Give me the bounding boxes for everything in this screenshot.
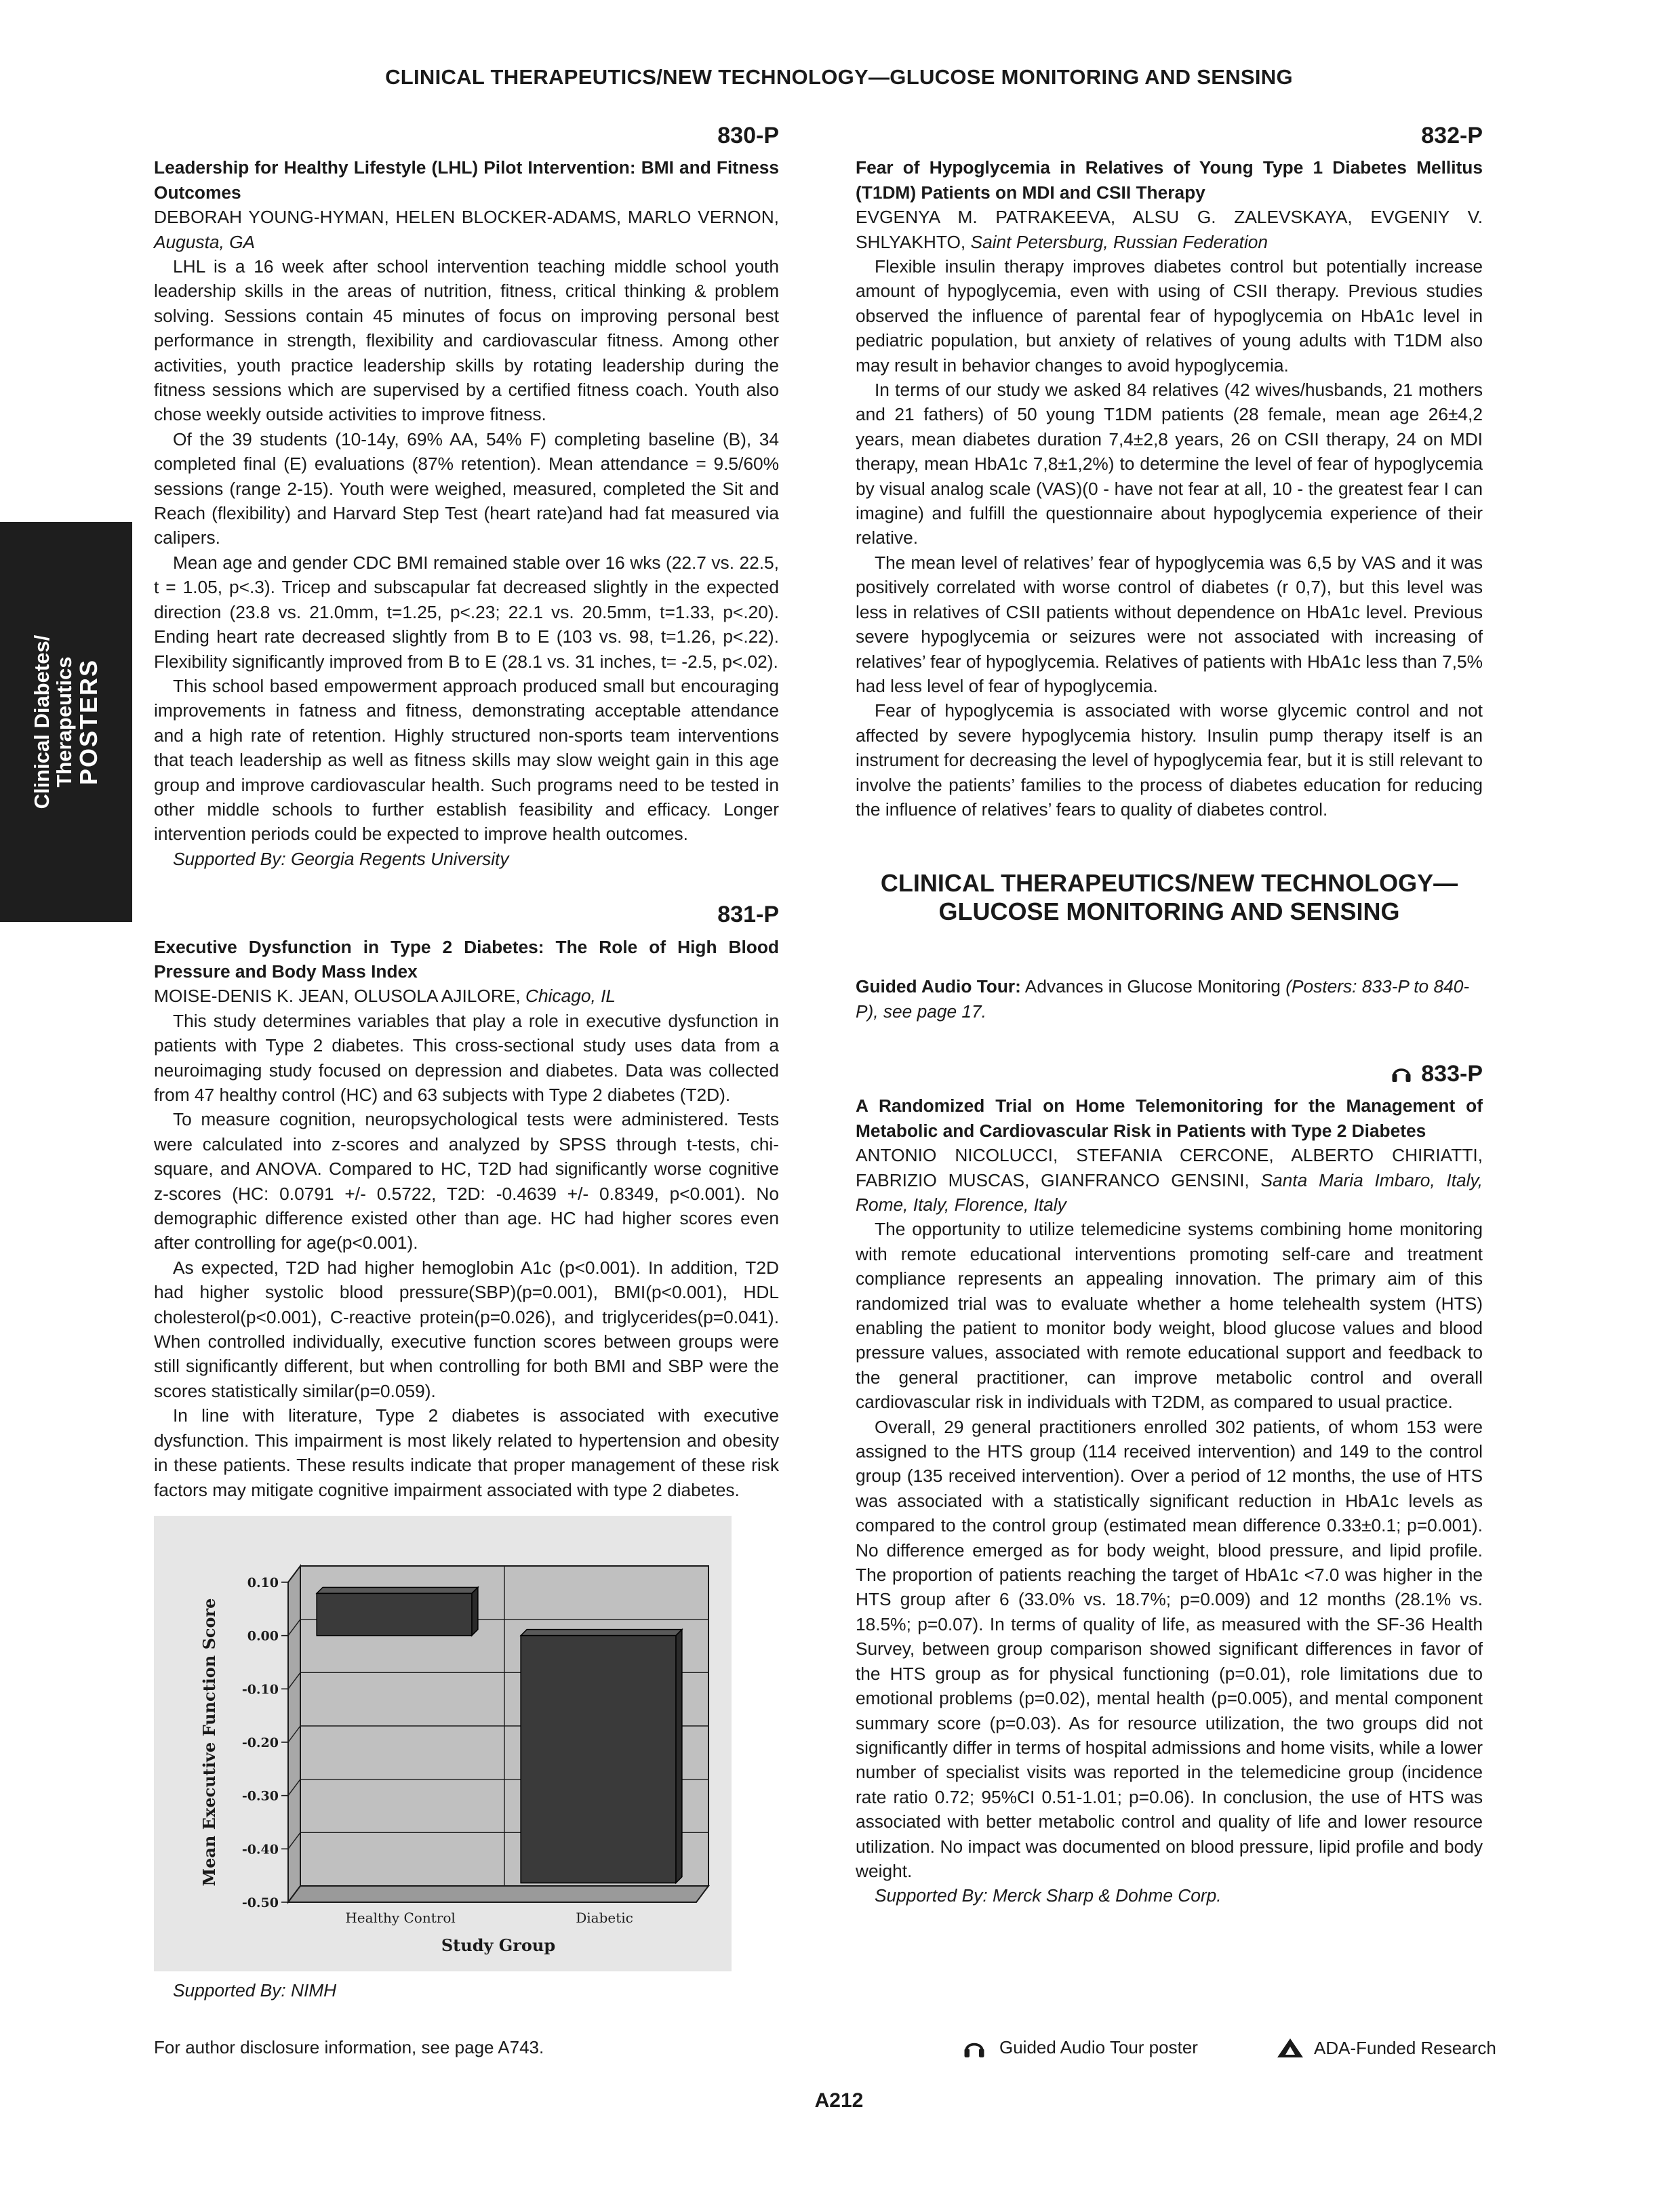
supported-by [173, 1978, 779, 2003]
abstract-authors [856, 1143, 1483, 1217]
abstract-number: 832-P [1421, 123, 1483, 148]
right-column [856, 123, 1483, 1908]
disclosure-note: For author disclosure information, see page A743. [154, 2037, 544, 2057]
audio-tour-pages: (Posters: 833-P to 840-P), see page 17. [856, 976, 1470, 1022]
bar-side [472, 1587, 478, 1635]
abstract-number: 831-P [717, 902, 779, 928]
headphones-icon [963, 2038, 986, 2058]
supported-by [875, 1883, 1483, 1908]
y-tick-label: -0.20 [241, 1735, 279, 1750]
y-tick-label: 0.00 [247, 1628, 279, 1644]
abstract-number: 830-P [717, 123, 779, 148]
y-tick-label: -0.50 [241, 1895, 279, 1910]
abstract-paragraph: The mean level of relatives’ fear of hypoglycemia was 6,5 by VAS and it was positively correlated with worse control of diabetes (r 0,7), but this level was less in relatives of CSII patients without dependence on HbA1c level. Previous severe hypoglycemia or seizures were not associated with increasing of relatives’ fear of hypoglycemia. Relatives of patients with HbA1c less than 7,5% had less level of fear of hypoglycemia. [856, 552, 1483, 696]
abstract-paragraph: In terms of our study we asked 84 relatives (42 wives/husbands, 21 mothers and 21 fathers) of 50 young T1DM patients (28 female, mean age 26±4,2 years, mean diabetes duration 7,4±2,8 years, 26 on CSII therapy, 24 on MDI therapy, mean HbA1c 7,8±1,2%) to determine the level of fear of hypoglycemia by visual analog scale (VAS)(0 - have not fear at all, 10 - the greatest fear I can imagine) and fulfill the questionnaire about hypoglycemia experience of their relative. [856, 380, 1483, 548]
side-tab-line3: POSTERS [74, 658, 102, 786]
author-location: Saint Petersburg, Russian Federation [970, 231, 1269, 252]
supported-label: Supported By: [173, 1979, 286, 2000]
y-tick-label: 0.10 [247, 1575, 279, 1590]
y-tick-label: -0.30 [241, 1788, 279, 1804]
supported-by [173, 847, 779, 871]
supported-sponsor: Merck Sharp & Dohme Corp. [992, 1885, 1222, 1906]
abstract-paragraph: To measure cognition, neuropsychological tests were administered. Tests were calculated into z-scores and analyzed by SPSS through t-tests, chi-square, and ANOVA. Compared to HC, T2D had significantly worse cognitive z-scores (HC: 0.0791 +/- 0.5722, T2D: -0.4639 +/- 0.8349, p<0.001). No demographic difference existed other than age. HC had higher scores even after controlling for age(p<0.001). [154, 1109, 779, 1253]
supported-sponsor: NIMH [290, 1979, 337, 2000]
section-side-tab [0, 522, 132, 922]
author-location: Augusta, GA [154, 231, 256, 252]
abstract-paragraph: LHL is a 16 week after school intervention teaching middle school youth leadership skills in the areas of nutrition, fitness, critical thinking & problem solving. Sessions contain 45 minutes of focus on improving personal best performance in strength, flexibility and cardiovascular fitness. Among other activities, youth practice leadership skills by rotating leadership during the fitness sessions which are supervised by a certified fitness coach. Youth also chose weekly outside activities to improve fitness. [154, 256, 779, 425]
abstract-831 [154, 902, 779, 2003]
legend-ada-funded [1276, 2037, 1496, 2059]
supported-sponsor: Georgia Regents University [290, 848, 509, 869]
abstract-title: Fear of Hypoglycemia in Relatives of Young Type 1 Diabetes Mellitus (T1DM) Patients on MDI and CSII Therapy [856, 157, 1483, 203]
abstract-830 [154, 123, 779, 871]
supported-label: Supported By: [173, 848, 286, 869]
abstract-paragraph: As expected, T2D had higher hemoglobin A1c (p<0.001). In addition, T2D had higher systolic blood pressure(SBP)(p=0.001), BMI(p<0.001), HDL cholesterol(p<0.001), C-reactive protein(p=0.026), and triglycerides(p=0.041). When controlled individually, executive function scores between groups were still significantly different, but when controlling for both BMI and SBP were the scores statistically similar(p=0.059). [154, 1257, 779, 1401]
plot-floor [288, 1886, 708, 1902]
bar-top [317, 1587, 478, 1593]
x-axis-title: Study Group [441, 1935, 556, 1955]
abstract-authors [856, 205, 1483, 254]
abstract-paragraph: Of the 39 students (10-14y, 69% AA, 54% F) completing baseline (B), 34 completed final (E) evaluations (87% retention). Mean attendance = 9.5/60% sessions (range 2-15). Youth were weighed, measured, completed the Sit and Reach (flexibility) and Harvard Step Test (heart rate)and had fat measured via calipers. [154, 428, 779, 548]
running-head: CLINICAL THERAPEUTICS/NEW TECHNOLOGY—GLUCOSE MONITORING AND SENSING [385, 65, 1293, 89]
abstract-authors [154, 984, 779, 1008]
abstract-paragraph: This study determines variables that play a role in executive dysfunction in patients with Type 2 diabetes. This cross-sectional study uses data from a neuroimaging study focused on depression and diabetes. Data was collected from 47 healthy control (HC) and 63 subjects with Type 2 diabetes (T2D). [154, 1010, 779, 1105]
legend-ada-label: ADA-Funded Research [1314, 2037, 1496, 2058]
page-number: A212 [814, 2089, 864, 2112]
y-tick-label: -0.10 [241, 1682, 279, 1697]
legend-audio-label: Guided Audio Tour poster [999, 2037, 1198, 2057]
abstract-paragraph: Flexible insulin therapy improves diabetes control but potentially increase amount of hypoglycemia, even with using of CSII therapy. Previous studies observed the influence of parental fear of hypoglycemia on HbA1c level in pediatric population, but anxiety of relatives of young adults with T1DM also may result in behavior changes to avoid hypoglycemia. [856, 256, 1483, 376]
side-tab-line1: Clinical Diabetes/ [29, 635, 54, 809]
abstract-authors [154, 205, 779, 254]
bar [521, 1636, 676, 1883]
author-location: Chicago, IL [525, 986, 616, 1007]
chart-svg [154, 1516, 732, 1971]
abstract-paragraph: Fear of hypoglycemia is associated with worse glycemic control and not affected by severe hypoglycemia history. Insulin pump therapy itself is an instrument for decreasing the level of hypoglycemia fear, but it is still relevant to involve the patients’ families to the process of diabetes education for reducing the influence of relatives’ fears to quality of diabetes control. [856, 700, 1483, 820]
section-heading [856, 869, 1483, 925]
abstract-paragraph: Mean age and gender CDC BMI remained stable over 16 wks (22.7 vs. 22.5, t = 1.05, p<.3). Tricep and subscapular fat decreased slightly in the expected direction (23.8 vs. 21.0mm, t=1.25, p<.23; 22.1 vs. 20.5mm, t=1.33, p<.20). Ending heart rate decreased slightly from B to E (103 vs. 98, t=1.26, p<.22). Flexibility significantly improved from B to E (28.1 vs. 31 inches, t= -2.5, p<.02). [154, 552, 779, 672]
author-names: ANTONIO NICOLUCCI, STEFANIA CERCONE, ALBERTO CHIRIATTI, FABRIZIO MUSCAS, GIANFRANCO GENSINI, [856, 1145, 1483, 1190]
author-names: DEBORAH YOUNG-HYMAN, HELEN BLOCKER-ADAMS, MARLO VERNON, [154, 207, 779, 228]
abstract-paragraph: The opportunity to utilize telemedicine systems combining home monitoring with remote educational interventions promoting self-care and treatment compliance represents an appealing innovation. The primary aim of this randomized trial was to evaluate whether a home telehealth system (HTS) enabling the patient to monitor body weight, blood glucose values and blood pressure values, associated with remote educational support and feedback to the general practitioner, can improve metabolic control and overall cardiovascular risk in individuals with T2DM, as compared to usual practice. [856, 1219, 1483, 1413]
audio-tour-text: Advances in Glucose Monitoring [1024, 976, 1281, 997]
author-location: Santa Maria Imbaro, Italy, Rome, Italy, Florence, Italy [856, 1169, 1483, 1215]
left-column [154, 123, 779, 2003]
abstract-paragraph: Overall, 29 general practitioners enrolled 302 patients, of whom 153 were assigned to the HTS group (114 received intervention) and 149 to the control group (135 received intervention). Over a period of 12 months, the use of HTS was associated with a statistically significant reduction in HbA1c levels as compared to the control group (estimated mean difference 0.33±0.1; p=0.001). No difference emerged as for body weight, blood pressure, and lipid profile. The proportion of patients reaching the target of HbA1c <7.0 was higher in the HTS group after 6 (33.0% vs. 18.7%; p=0.009) and 12 months (28.1% vs. 18.5%; p=0.07). In terms of quality of life, as measured with the SF-36 Health Survey, between group comparison showed significant differences in favor of the HTS group as for physical functioning (p=0.01), role limitations due to emotional problems (p=0.02), mental health (p=0.005), and mental component summary score (p=0.03). As for resource utilization, the two groups did not significantly differ in terms of hospital admissions and home visits, while a lower number of specialist visits was reported in the telemedicine group (incidence rate ratio 0.72; 95%CI 0.51-1.01; p=0.06). In conclusion, the use of HTS was associated with better metabolic control and quality of life and lower resource utilization. No impact was documented on blood pressure, lipid profile and body weight. [856, 1416, 1483, 1881]
abstract-paragraph: This school based empowerment approach produced small but encouraging improvements in fatness and fitness, demonstrating acceptable attendance and a high rate of retention. Highly structured non-sports team interventions that teach leadership as well as fitness skills may slow weight gain in this age group and improve cardiovascular health. Such programs need to be tested in other middle schools to further establish feasibility and efficacy. Longer intervention periods could be expected to improve health outcomes. [154, 675, 779, 845]
x-tick-label: Healthy Control [345, 1909, 456, 1926]
abstract-title: Leadership for Healthy Lifestyle (LHL) Pilot Intervention: BMI and Fitness Outcomes [154, 157, 779, 203]
author-names: EVGENYA M. PATRAKEEVA, ALSU G. ZALEVSKAYA, EVGENIY V. SHLYAKHTO, [856, 207, 1483, 252]
audio-tour-note [856, 974, 1483, 1024]
abstract-833 [856, 1062, 1483, 1908]
abstract-number-row [856, 1062, 1483, 1087]
headphones-icon [1391, 1064, 1412, 1083]
legend-audio-tour [963, 2037, 1198, 2058]
y-axis-title: Mean Executive Function Score [199, 1598, 219, 1887]
abstract-title: Executive Dysfunction in Type 2 Diabetes: The Role of High Blood Pressure and Body Mass Index [154, 936, 779, 982]
section-heading-line1: CLINICAL THERAPEUTICS/NEW TECHNOLOGY— [880, 869, 1458, 898]
bar [317, 1593, 472, 1635]
audio-tour-label: Guided Audio Tour: [856, 976, 1021, 997]
bar-top [521, 1630, 682, 1636]
bar-side [676, 1630, 682, 1883]
author-names: MOISE-DENIS K. JEAN, OLUSOLA AJILORE, [154, 986, 521, 1007]
section-heading-line2: GLUCOSE MONITORING AND SENSING [938, 897, 1400, 925]
abstract-number: 833-P [1421, 1060, 1483, 1087]
executive-function-chart [154, 1516, 732, 1971]
abstract-title: A Randomized Trial on Home Telemonitoring for the Management of Metabolic and Cardiovascular Risk in Patients with Type 2 Diabetes [856, 1095, 1483, 1141]
abstract-paragraph: In line with literature, Type 2 diabetes is associated with executive dysfunction. This impairment is most likely related to hypertension and obesity in these patients. These results indicate that proper management of these risk factors may mitigate cognitive impairment associated with type 2 diabetes. [154, 1405, 779, 1500]
x-tick-label: Diabetic [576, 1909, 633, 1926]
supported-label: Supported By: [875, 1885, 988, 1906]
side-tab-line2: Therapeutics [52, 656, 77, 788]
abstract-832 [856, 123, 1483, 822]
y-tick-label: -0.40 [241, 1842, 279, 1857]
ada-triangle-icon [1276, 2037, 1304, 2059]
